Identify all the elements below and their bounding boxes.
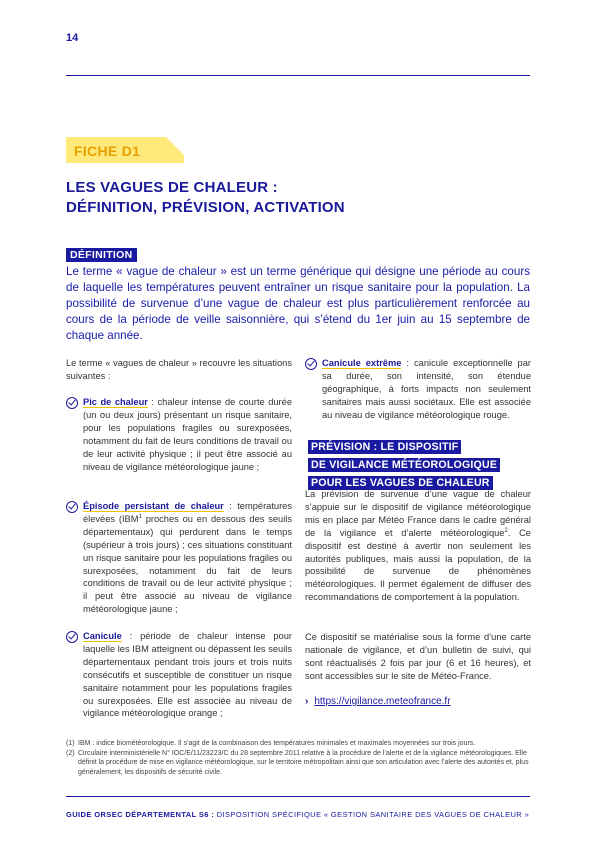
list-item-episode-persistant xyxy=(66,500,292,616)
footnote-number: (2) xyxy=(66,749,75,757)
footnote-ref-1: 1 xyxy=(138,513,142,520)
prevision-heading-line-2: DE VIGILANCE MÉTÉOROLOGIQUE xyxy=(308,458,500,472)
prevision-heading xyxy=(308,437,528,491)
footnote-2 xyxy=(66,749,530,778)
definition-heading: DÉFINITION xyxy=(66,248,137,262)
check-circle-icon xyxy=(66,501,78,513)
page-title xyxy=(66,178,345,218)
page-number: 14 xyxy=(66,32,79,44)
definition-text: Le terme « vague de chaleur » est un terme générique qui désigne une période au cours de laquelle les températures peuvent entraîner un risque sanitaire pour la population. La possibilité de survenue d’une vague de chaleur est plus particulièrement renforcée au cours de la période de veille saisonnière, qui s’étend du 1er juin au 15 septembre de chaque année. xyxy=(66,265,530,342)
check-circle-icon xyxy=(66,397,78,409)
term-canicule: Canicule xyxy=(83,631,122,641)
top-divider xyxy=(66,75,530,76)
paragraph-text-cont: . Ce dispositif est destiné à avertir non seulement les autorités publiques, mais aussi la population, de la possibilité de survenue de phénomènes météorologiques. Il permet également de diffuser des recommandations de comportement à la population. xyxy=(305,527,531,603)
item-description: : période de chaleur intense pour laquelle les IBM atteignent ou dépassent les seuils départementaux pendant trois jours et trois nuits consécutifs et susceptible de constituer un risque sanitaire notamment pour les populations fragiles ou surexposées. Elle est associée au niveau de vigilance météorologique orange ; xyxy=(83,631,292,719)
prevision-paragraph-1 xyxy=(305,488,531,604)
chevron-right-icon: › xyxy=(305,696,309,707)
footer-guide-name: GUIDE ORSEC DÉPARTEMENTAL S6 : xyxy=(66,810,215,819)
footnote-text: IBM : indice biométéorologique. Il s’agit de la combinaison des températures minimales et maximales moyennées sur trois jours. xyxy=(78,740,476,747)
item-description: : canicule exceptionnelle par sa durée, son intensité, son étendue géographique, à forts impacts non seulement sanitaires mais aussi sociétaux. Elle est associée au niveau de vigilance météorologique rouge. xyxy=(322,358,531,420)
page-footer xyxy=(66,810,529,819)
vigilance-link[interactable]: https://vigilance.meteofrance.fr xyxy=(314,696,451,707)
item-description: : chaleur intense de courte durée (un ou deux jours) présentant un risque sanitaire, pour les populations fragiles ou surexposées, notamment du fait de leurs conditions de travail ou de leur activité physique ; il peut être associé au niveau de vigilance météorologique jaune ; xyxy=(83,397,292,472)
page-title-line-1: LES VAGUES DE CHALEUR : xyxy=(66,179,278,196)
footnote-number: (1) xyxy=(66,740,75,747)
term-episode-persistant: Épisode persistant de chaleur xyxy=(83,501,224,511)
fiche-badge-corner xyxy=(166,137,184,155)
list-item-pic-de-chaleur xyxy=(66,396,292,473)
footer-subtitle: DISPOSITION SPÉCIFIQUE « GESTION SANITAIRE DES VAGUES DE CHALEUR » xyxy=(214,810,530,819)
term-pic-de-chaleur: Pic de chaleur xyxy=(83,397,148,407)
item-description-cont: proches ou en dessous des seuils départementaux) qui perdurent dans le temps (supérieur à trois jours) ; ces situations constituant un risque sanitaire pour les populations fragiles ou surexposées, notamment du fait de leurs conditions de travail ou de leur activité physique ; il peut être associé au niveau de vigilance météorologique jaune ; xyxy=(83,513,292,615)
bottom-divider xyxy=(66,796,530,797)
vigilance-link-row[interactable] xyxy=(305,696,451,707)
term-canicule-extreme: Canicule extrême xyxy=(322,358,402,368)
list-item-canicule-extreme xyxy=(305,357,531,422)
prevision-heading-line-3: POUR LES VAGUES DE CHALEUR xyxy=(308,476,493,490)
footnotes xyxy=(66,739,530,777)
list-item-canicule xyxy=(66,630,292,720)
page-title-line-2: DÉFINITION, PRÉVISION, ACTIVATION xyxy=(66,199,345,216)
situations-intro: Le terme « vagues de chaleur » recouvre les situations suivantes : xyxy=(66,358,292,381)
item-description: : températures élevées (IBM xyxy=(83,501,293,524)
check-circle-icon xyxy=(305,358,317,370)
footnote-ref-2: 2 xyxy=(504,527,508,534)
paragraph-text: La prévision de survenue d’une vague de chaleur s’appuie sur le dispositif de vigilance météorologique mis en place par Météo France dans le cadre général de la vigilance et d’alerte météorologique xyxy=(305,489,531,538)
prevision-heading-line-1: PRÉVISION : LE DISPOSITIF xyxy=(308,440,461,454)
fiche-label: FICHE D1 xyxy=(74,143,141,159)
prevision-paragraph-2: Ce dispositif se matérialise sous la forme d’une carte nationale de vigilance, et d’un bulletin de suivi, qui sont réactualisés 2 fois par jour (6 et 16 heures), et sont accessibles sur le site de Météo-France. xyxy=(305,632,531,681)
footnote-1 xyxy=(66,739,530,749)
footnote-text: Circulaire interministérielle N° IOC/E/11/23223/C du 28 septembre 2011 relative à la procédure de l’alerte et de la vigilance météorologiques. Elle définit la procédure de mise en vigilance météorologique, sur le territoire métropolitain ainsi que son articulation avec l’alerte des autorités et, plus généralement, les dispositifs de sécurité civile. xyxy=(78,749,529,776)
check-circle-icon xyxy=(66,631,78,643)
